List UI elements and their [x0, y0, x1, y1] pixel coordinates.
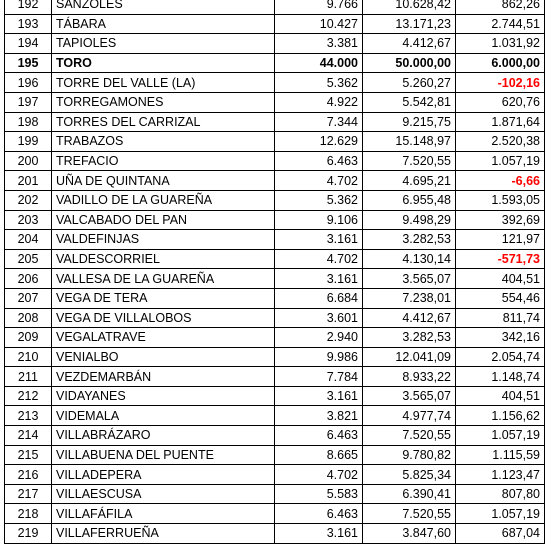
row-number-cell: 192 — [5, 0, 52, 14]
row-number-cell: 200 — [5, 151, 52, 171]
value-b-cell: 7.520,55 — [363, 426, 456, 446]
table-row — [5, 14, 545, 34]
municipality-name-cell: TORO — [52, 53, 275, 73]
difference-cell: 1.057,19 — [456, 151, 545, 171]
table-row — [5, 288, 545, 308]
value-b-cell: 50.000,00 — [363, 53, 456, 73]
row-number-cell: 212 — [5, 386, 52, 406]
table-row — [5, 484, 545, 504]
table-row — [5, 249, 545, 269]
value-b-cell: 12.041,09 — [363, 347, 456, 367]
table-row — [5, 426, 545, 446]
value-a-cell: 4.702 — [275, 171, 363, 191]
difference-cell: 1.115,59 — [456, 445, 545, 465]
row-number-cell: 201 — [5, 171, 52, 191]
row-number-cell: 214 — [5, 426, 52, 446]
difference-cell: 620,76 — [456, 92, 545, 112]
row-number-cell: 198 — [5, 112, 52, 132]
value-a-cell: 9.766 — [275, 0, 363, 14]
value-b-cell: 9.780,82 — [363, 445, 456, 465]
value-a-cell: 10.427 — [275, 14, 363, 34]
row-number-cell: 196 — [5, 73, 52, 93]
municipality-name-cell: TORRES DEL CARRIZAL — [52, 112, 275, 132]
row-number-cell: 204 — [5, 230, 52, 250]
difference-cell: 811,74 — [456, 308, 545, 328]
difference-cell: 687,04 — [456, 524, 545, 544]
municipality-name-cell: TAPIOLES — [52, 34, 275, 54]
table-row — [5, 406, 545, 426]
value-b-cell: 3.565,07 — [363, 386, 456, 406]
municipality-name-cell: VADILLO DE LA GUAREÑA — [52, 190, 275, 210]
value-a-cell: 5.362 — [275, 73, 363, 93]
municipality-name-cell: VALCABADO DEL PAN — [52, 210, 275, 230]
table-row — [5, 210, 545, 230]
difference-cell: 1.156,62 — [456, 406, 545, 426]
table-row — [5, 151, 545, 171]
difference-cell: 342,16 — [456, 328, 545, 348]
table-row — [5, 34, 545, 54]
municipality-name-cell: TORRE DEL VALLE (LA) — [52, 73, 275, 93]
value-a-cell: 4.702 — [275, 465, 363, 485]
value-b-cell: 4.977,74 — [363, 406, 456, 426]
table-row — [5, 53, 545, 73]
municipality-name-cell: VILLADEPERA — [52, 465, 275, 485]
table-row — [5, 465, 545, 485]
difference-cell: 1.871,64 — [456, 112, 545, 132]
municipality-name-cell: TRABAZOS — [52, 132, 275, 152]
row-number-cell: 207 — [5, 288, 52, 308]
difference-cell: 1.031,92 — [456, 34, 545, 54]
row-number-cell: 205 — [5, 249, 52, 269]
value-a-cell: 4.922 — [275, 92, 363, 112]
value-b-cell: 4.130,14 — [363, 249, 456, 269]
municipality-name-cell: TÁBARA — [52, 14, 275, 34]
value-b-cell: 4.412,67 — [363, 34, 456, 54]
table-body — [5, 0, 545, 543]
row-number-cell: 194 — [5, 34, 52, 54]
table-row — [5, 504, 545, 524]
municipality-name-cell: TREFACIO — [52, 151, 275, 171]
value-b-cell: 6.390,41 — [363, 484, 456, 504]
difference-cell: 2.054,74 — [456, 347, 545, 367]
table-row — [5, 132, 545, 152]
table-row — [5, 171, 545, 191]
value-a-cell: 9.986 — [275, 347, 363, 367]
value-b-cell: 4.695,21 — [363, 171, 456, 191]
table-row — [5, 190, 545, 210]
value-a-cell: 6.463 — [275, 151, 363, 171]
value-b-cell: 3.565,07 — [363, 269, 456, 289]
row-number-cell: 218 — [5, 504, 52, 524]
value-b-cell: 7.520,55 — [363, 504, 456, 524]
value-a-cell: 12.629 — [275, 132, 363, 152]
value-b-cell: 5.542,81 — [363, 92, 456, 112]
difference-cell: 1.123,47 — [456, 465, 545, 485]
value-a-cell: 3.601 — [275, 308, 363, 328]
value-b-cell: 6.955,48 — [363, 190, 456, 210]
table-row — [5, 386, 545, 406]
table-row — [5, 269, 545, 289]
value-b-cell: 3.282,53 — [363, 230, 456, 250]
difference-cell: 807,80 — [456, 484, 545, 504]
row-number-cell: 197 — [5, 92, 52, 112]
table-row — [5, 0, 545, 14]
difference-cell: 2.744,51 — [456, 14, 545, 34]
value-b-cell: 13.171,23 — [363, 14, 456, 34]
municipality-name-cell: UÑA DE QUINTANA — [52, 171, 275, 191]
row-number-cell: 219 — [5, 524, 52, 544]
difference-cell: -571,73 — [456, 249, 545, 269]
difference-cell: 121,97 — [456, 230, 545, 250]
difference-cell: 6.000,00 — [456, 53, 545, 73]
difference-cell: 862,26 — [456, 0, 545, 14]
value-b-cell: 5.260,27 — [363, 73, 456, 93]
row-number-cell: 210 — [5, 347, 52, 367]
value-a-cell: 3.161 — [275, 386, 363, 406]
difference-cell: 392,69 — [456, 210, 545, 230]
municipality-name-cell: VEGA DE TERA — [52, 288, 275, 308]
table-row — [5, 308, 545, 328]
difference-cell: 1.593,05 — [456, 190, 545, 210]
row-number-cell: 209 — [5, 328, 52, 348]
difference-cell: 1.057,19 — [456, 504, 545, 524]
row-number-cell: 208 — [5, 308, 52, 328]
table-row — [5, 524, 545, 544]
row-number-cell: 193 — [5, 14, 52, 34]
value-a-cell: 9.106 — [275, 210, 363, 230]
value-a-cell: 6.463 — [275, 426, 363, 446]
value-a-cell: 44.000 — [275, 53, 363, 73]
value-a-cell: 5.362 — [275, 190, 363, 210]
row-number-cell: 211 — [5, 367, 52, 387]
municipality-name-cell: VEZDEMARBÁN — [52, 367, 275, 387]
table-row — [5, 92, 545, 112]
value-a-cell: 3.161 — [275, 230, 363, 250]
value-a-cell: 6.684 — [275, 288, 363, 308]
value-b-cell: 9.498,29 — [363, 210, 456, 230]
difference-cell: 404,51 — [456, 386, 545, 406]
table-row — [5, 73, 545, 93]
municipality-name-cell: VILLABRÁZARO — [52, 426, 275, 446]
table-row — [5, 367, 545, 387]
difference-cell: -102,16 — [456, 73, 545, 93]
value-a-cell: 2.940 — [275, 328, 363, 348]
municipality-name-cell: VEGALATRAVE — [52, 328, 275, 348]
value-b-cell: 15.148,97 — [363, 132, 456, 152]
municipality-name-cell: VIDAYANES — [52, 386, 275, 406]
difference-cell: 554,46 — [456, 288, 545, 308]
table-row — [5, 112, 545, 132]
value-b-cell: 7.238,01 — [363, 288, 456, 308]
row-number-cell: 213 — [5, 406, 52, 426]
municipality-name-cell: VALLESA DE LA GUAREÑA — [52, 269, 275, 289]
municipality-name-cell: VILLAFÁFILA — [52, 504, 275, 524]
row-number-cell: 202 — [5, 190, 52, 210]
table-row — [5, 445, 545, 465]
row-number-cell: 195 — [5, 53, 52, 73]
value-b-cell: 4.412,67 — [363, 308, 456, 328]
value-a-cell: 3.161 — [275, 524, 363, 544]
municipality-name-cell: VILLABUENA DEL PUENTE — [52, 445, 275, 465]
value-a-cell: 3.821 — [275, 406, 363, 426]
row-number-cell: 215 — [5, 445, 52, 465]
municipality-name-cell: TORREGAMONES — [52, 92, 275, 112]
table-row — [5, 328, 545, 348]
value-a-cell: 5.583 — [275, 484, 363, 504]
value-a-cell: 4.702 — [275, 249, 363, 269]
row-number-cell: 217 — [5, 484, 52, 504]
value-b-cell: 3.847,60 — [363, 524, 456, 544]
value-a-cell: 7.784 — [275, 367, 363, 387]
value-b-cell: 8.933,22 — [363, 367, 456, 387]
value-b-cell: 9.215,75 — [363, 112, 456, 132]
table-row — [5, 230, 545, 250]
row-number-cell: 199 — [5, 132, 52, 152]
difference-cell: -6,66 — [456, 171, 545, 191]
difference-cell: 2.520,38 — [456, 132, 545, 152]
municipality-name-cell: VEGA DE VILLALOBOS — [52, 308, 275, 328]
municipality-name-cell: VALDEFINJAS — [52, 230, 275, 250]
value-a-cell: 3.161 — [275, 269, 363, 289]
difference-cell: 404,51 — [456, 269, 545, 289]
municipality-name-cell: VIDEMALA — [52, 406, 275, 426]
municipality-name-cell: SANZOLES — [52, 0, 275, 14]
difference-cell: 1.057,19 — [456, 426, 545, 446]
row-number-cell: 206 — [5, 269, 52, 289]
row-number-cell: 203 — [5, 210, 52, 230]
value-a-cell: 7.344 — [275, 112, 363, 132]
municipality-name-cell: VENIALBO — [52, 347, 275, 367]
value-b-cell: 5.825,34 — [363, 465, 456, 485]
municipality-name-cell: VILLAFERRUEÑA — [52, 524, 275, 544]
value-a-cell: 8.665 — [275, 445, 363, 465]
municipality-table — [4, 0, 545, 544]
value-b-cell: 3.282,53 — [363, 328, 456, 348]
difference-cell: 1.148,74 — [456, 367, 545, 387]
municipality-name-cell: VILLAESCUSA — [52, 484, 275, 504]
value-b-cell: 10.628,42 — [363, 0, 456, 14]
table-row — [5, 347, 545, 367]
value-a-cell: 6.463 — [275, 504, 363, 524]
row-number-cell: 216 — [5, 465, 52, 485]
value-a-cell: 3.381 — [275, 34, 363, 54]
municipality-name-cell: VALDESCORRIEL — [52, 249, 275, 269]
value-b-cell: 7.520,55 — [363, 151, 456, 171]
